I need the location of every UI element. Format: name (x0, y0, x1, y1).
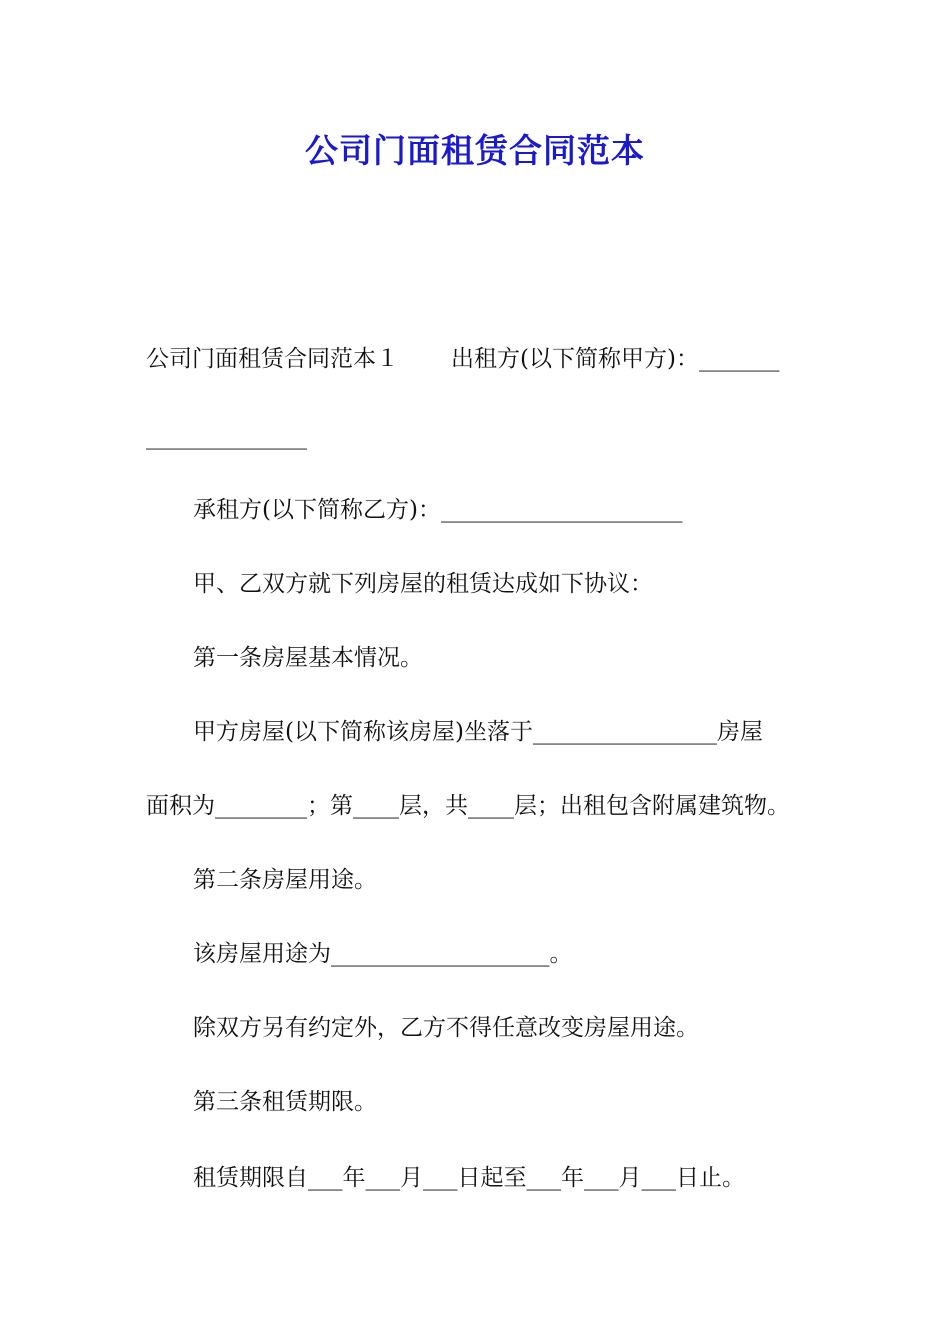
lessee-field: 承租方(以下简称乙方)：_____________________ (193, 497, 683, 523)
paragraph-line-1 (146, 344, 779, 374)
paragraph-line-2: ______________ (146, 424, 307, 450)
document-title: 公司门面租赁合同范本 (305, 131, 645, 170)
article-3-heading: 第三条租赁期限。 (193, 1089, 377, 1115)
usage-restriction-line: 除双方另有约定外，乙方不得任意改变房屋用途。 (193, 1015, 699, 1041)
article-2-heading: 第二条房屋用途。 (193, 867, 377, 893)
property-area-line: 面积为________；第____层，共____层；出租包含附属建筑物。 (146, 793, 790, 819)
property-location-line: 甲方房屋(以下简称该房屋)坐落于________________房屋 (193, 719, 763, 745)
lease-term-line: 租赁期限自___年___月___日起至___年___月___日止。 (193, 1165, 745, 1191)
lessor-field: 出租方(以下简称甲方)：_______ (451, 346, 780, 372)
article-1-heading: 第一条房屋基本情况。 (193, 645, 423, 671)
property-usage-line: 该房屋用途为___________________。 (193, 941, 573, 967)
agreement-intro: 甲、乙双方就下列房屋的租赁达成如下协议： (193, 571, 653, 597)
heading-text: 公司门面租赁合同范本１ (146, 346, 399, 372)
